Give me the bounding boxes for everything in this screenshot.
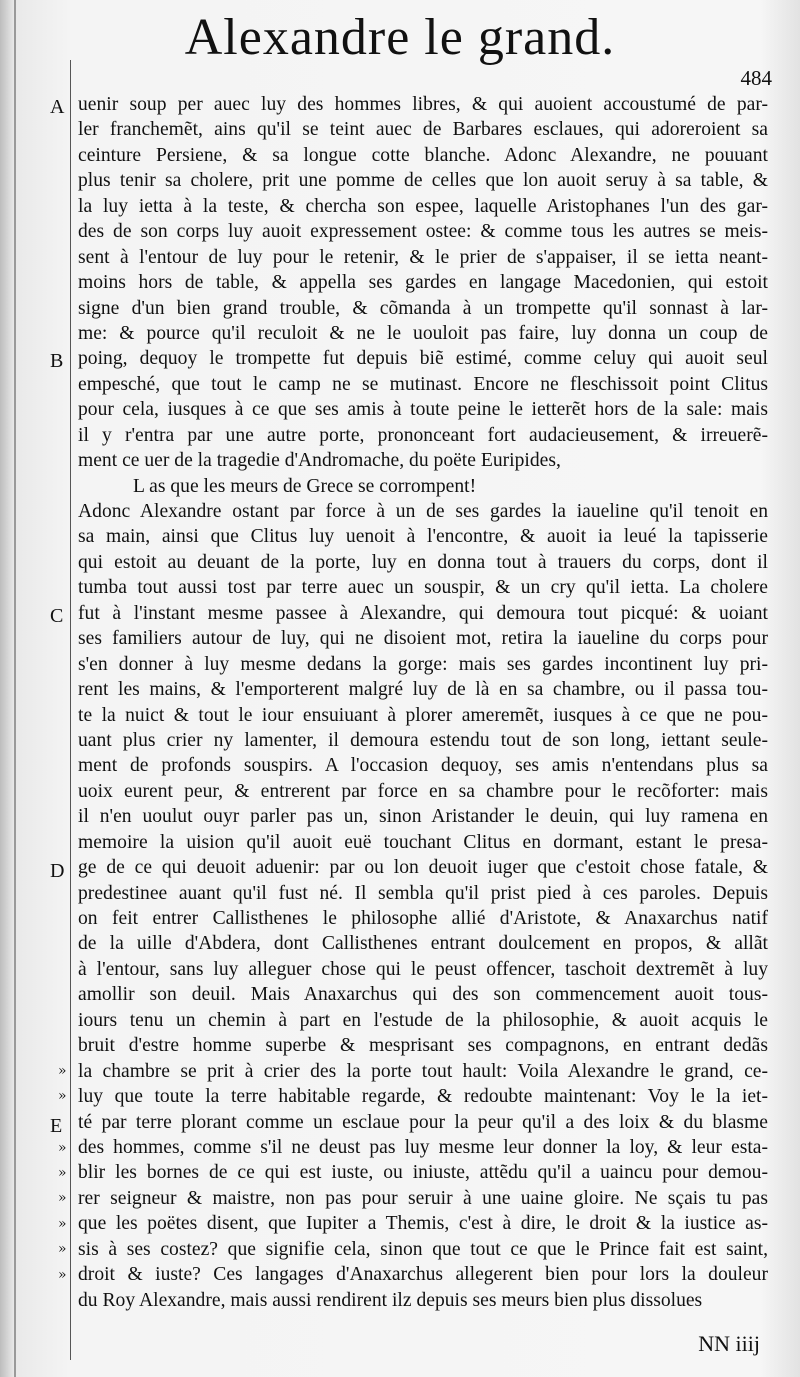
text-line: à l'entour, sans luy alleguer chose qui le peust offencer, taschoit dextremẽt à luy — [78, 958, 768, 980]
text-line: te la nuict & tout le iour ensuiuant à plorer ameremẽt, iusques à ce que ne pou- — [78, 704, 768, 726]
text-line: amollir son deuil. Mais Anaxarchus qui des son commencement auoit tous- — [78, 984, 768, 1006]
text-line: de la uille d'Abdera, dont Callisthenes entrant doulcement en propos, & allãt — [78, 933, 768, 955]
text-line: que les poëtes disent, que Iupiter a Themis, c'est à dire, le droit & la iustice as- — [78, 1213, 768, 1235]
verse-quotation: L as que les meurs de Grece se corrompent! — [133, 475, 477, 497]
quote-mark: » — [58, 1241, 67, 1257]
text-line: fut à l'instant mesme passee à Alexandre, qui demoura tout picqué: & uoiant — [78, 602, 768, 624]
margin-letter-a: A — [50, 96, 65, 118]
text-line: plus tenir sa cholere, prit une pomme de celles que lon auoit seruy à sa table, & — [78, 170, 768, 192]
signature-mark: NN iiij — [698, 1331, 760, 1356]
text-line: des hommes, comme s'il ne deust pas luy mesme leur donner la loy, & leur esta- — [78, 1136, 768, 1158]
text-line: uoix eurent peur, & entrerent par force en sa chambre pour le recõforter: mais — [78, 780, 768, 802]
text-line: rer seigneur & maistre, non pas pour seruir à une uaine gloire. Ne sçais tu pas — [78, 1187, 768, 1209]
text-line: on feit entrer Callisthenes le philosophe allié d'Aristote, & Anaxarchus natif — [78, 908, 768, 929]
text-line: sent à l'entour de luy pour le retenir, & le prier de s'appaiser, il se ietta neant- — [78, 246, 768, 268]
running-head: Alexandre le grand. — [184, 9, 616, 66]
text-line: du Roy Alexandre, mais aussi rendirent ilz depuis ses meurs bien plus dissolues — [78, 1289, 703, 1311]
text-line: ment de profonds souspirs. A l'occasion dequoy, ses amis n'entendans plus sa — [78, 755, 768, 777]
text-line: droit & iuste? Ces langages d'Anaxarchus allegerent bien pour lors la douleur — [78, 1264, 768, 1286]
text-line: des de son corps luy auoit expressement ostee: & comme tous les autres se meis- — [78, 221, 768, 243]
text-line: me: & pource qu'il reculoit & ne le uouloit pas faire, luy donna un coup de — [78, 322, 768, 344]
text-line: moins hors de table, & appella ses gardes en langage Macedonien, qui estoit — [78, 272, 768, 294]
quote-mark: » — [58, 1190, 67, 1206]
text-line: signe d'un bien grand trouble, & cõmanda à un trompette qu'il sonnast à lar- — [78, 297, 768, 319]
margin-letter-b: B — [50, 350, 64, 372]
gutter-shadow — [14, 0, 16, 1377]
text-line: iours tenu un chemin à part en l'estude de la philosophie, & auoit acquis le — [78, 1009, 768, 1031]
text-line: sis à ses costez? que signifie cela, sinon que tout ce que le Prince fait est saint, — [78, 1238, 768, 1260]
text-line: pour cela, iusques à ce que ses amis à toute peine le ietterẽt hors de la sale: mais — [78, 399, 768, 421]
quote-mark: » — [58, 1267, 67, 1283]
margin-rule — [70, 60, 71, 1360]
text-line: blir les bornes de ce qui est iuste, ou iniuste, attẽdu qu'il a uaincu pour demou- — [78, 1162, 768, 1184]
text-line: ment ce uer de la tragedie d'Andromache, du poëte Euripides, — [78, 450, 561, 472]
text-line: la luy ietta à la teste, & chercha son espee, laquelle Aristophanes l'un des gar- — [78, 195, 768, 217]
body-text — [78, 92, 768, 1313]
text-line: qui estoit au deuant de la porte, luy en donna tout à trauers du corps, dont il — [78, 551, 768, 573]
text-line: tumba tout aussi tost par terre auec un souspir, & un cry qu'il ietta. La cholere — [78, 577, 768, 599]
text-line: rent les mains, & l'emporterent malgré luy de là en sa chambre, ou il passa tou- — [78, 679, 768, 701]
text-line: uenir soup per auec luy des hommes libres, & qui auoient accoustumé de par- — [78, 94, 768, 115]
text-line: la chambre se prit à crier des la porte tout hault: Voila Alexandre le grand, ce- — [78, 1060, 768, 1082]
margin-letter-e: E — [50, 1115, 63, 1137]
quote-mark: » — [58, 1216, 67, 1232]
text-line: s'en donner à luy mesme dedans la gorge: mais ses gardes incontinent luy pri- — [78, 653, 768, 675]
text-line: poing, dequoy le trompette fut depuis biẽ estimé, comme celuy qui auoit seul — [78, 348, 768, 370]
text-line: ge de ce qui deuoit aduenir: par ou lon deuoit iuger que c'estoit chose fatale, & — [78, 857, 768, 879]
quote-mark: » — [58, 1165, 67, 1181]
text-line: il y r'entra par une autre porte, prononceant fort audacieusement, & irreuerẽ- — [78, 424, 768, 446]
text-line: il n'en uoulut ouyr parler pas un, sinon Aristander le deuin, qui luy ramena en — [78, 806, 768, 828]
quote-mark: » — [58, 1088, 67, 1104]
text-line: ler franchemẽt, ains qu'il se teint auec de Barbares esclaues, qui adoreroient sa — [78, 119, 768, 141]
text-line: ceinture Persiene, & sa longue cotte blanche. Adonc Alexandre, ne pouuant — [78, 144, 768, 166]
text-line: ses familiers autour de luy, qui ne disoient mot, retira la iaueline du corps pour — [78, 628, 768, 650]
text-line: uant plus crier ny lamenter, il demoura estendu tout de son long, iettant seule- — [78, 729, 768, 751]
quote-mark: » — [58, 1063, 67, 1079]
text-line: memoire la uision qu'il auoit euë touchant Clitus en dormant, estant le presa- — [78, 831, 768, 853]
text-line: sa main, ainsi que Clitus luy uenoit à l'encontre, & auoit ia leué la tapisserie — [78, 526, 768, 548]
text-line: Adonc Alexandre ostant par force à un de ses gardes la iaueline qu'il tenoit en — [78, 501, 768, 522]
text-line: té par terre plorant comme un esclaue pour la peur qu'il a des loix & du blasme — [78, 1111, 768, 1133]
quote-mark: » — [58, 1140, 67, 1156]
text-line: predestinee auant qu'il fust né. Il sembla qu'il prist pied à ces paroles. Depuis — [78, 882, 768, 904]
margin-letter-d: D — [50, 860, 65, 882]
text-line: bruit d'estre homme superbe & mesprisant ses compagnons, en entrant dedãs — [78, 1035, 768, 1057]
margin-letter-c: C — [50, 605, 64, 627]
text-line: luy que toute la terre habitable regarde, & redoubte maintenant: Voy le la iet- — [78, 1086, 768, 1108]
folio-number: 484 — [740, 66, 772, 90]
text-line: empesché, que tout le camp ne se mutinast. Encore ne fleschissoit point Clitus — [78, 373, 768, 395]
